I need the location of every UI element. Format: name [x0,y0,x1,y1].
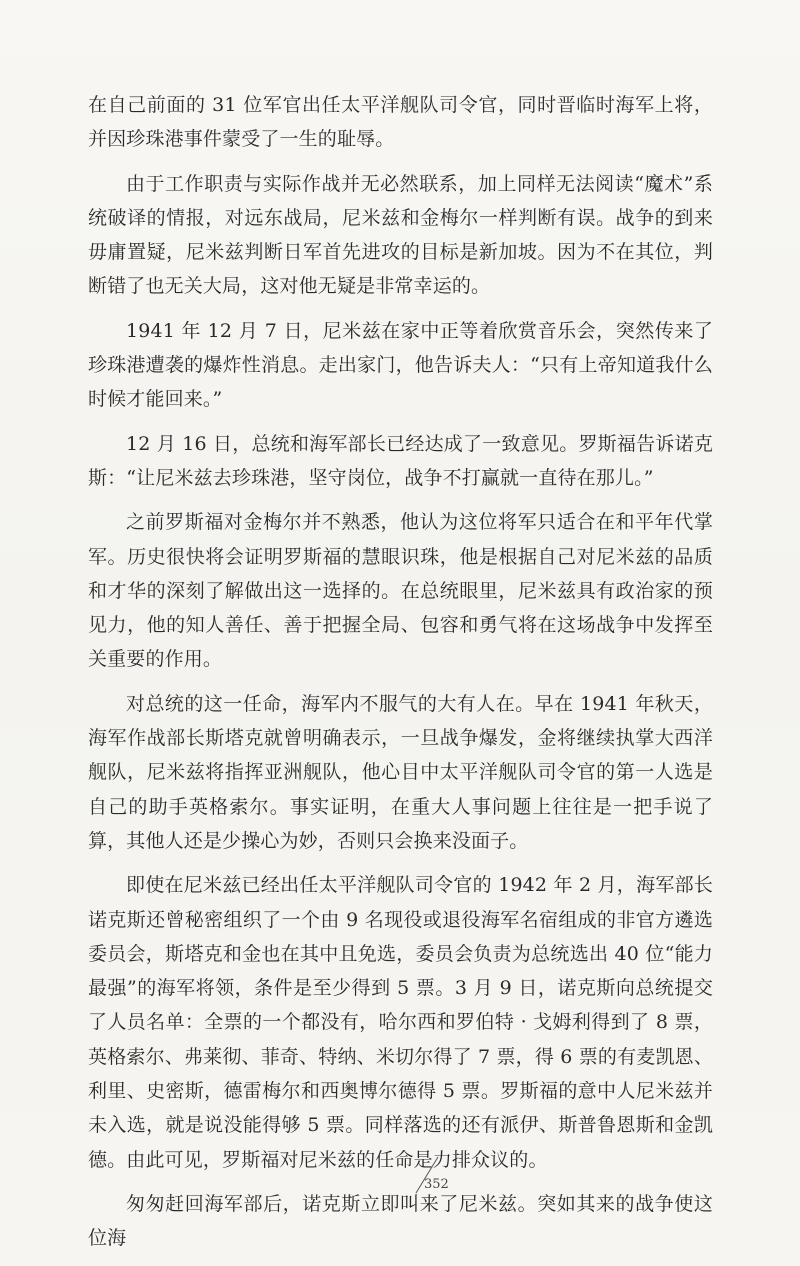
paragraph-1: 在自己前面的 31 位军官出任太平洋舰队司令官，同时晋临时海军上将，并因珍珠港事件蒙受了一生的耻辱。 [88,94,713,151]
paragraph-6: 对总统的这一任命，海军内不服气的大有人在。早在 1941 年秋天，海军作战部长斯塔克就曾明确表示，一旦战争爆发，金将继续执掌大西洋舰队，尼米兹将指挥亚洲舰队，他心目中太平洋舰队司令官的第一人选是自己的助手英格索尔。事实证明，在重大人事问题上往往是一把手说了算，其他人还是少操心为妙，否则只会换来没面子。 [88,692,713,852]
page-number: 352 [424,1177,449,1192]
paragraph-8: 匆匆赶回海军部后，诺克斯立即叫来了尼米兹。突如其来的战争使这位海 [88,1192,713,1250]
paragraph-4: 12 月 16 日，总统和海军部长已经达成了一致意见。罗斯福告诉诺克斯：“让尼米兹去珍珠港，坚守岗位，战争不打赢就一直待在那儿。” [88,432,713,489]
body-text [88,88,713,1266]
paragraph-2: 由于工作职责与实际作战并无必然联系，加上同样无法阅读“魔术”系统破译的情报，对远东战局，尼米兹和金梅尔一样判断有误。战争的到来毋庸置疑，尼米兹判断日军首先进攻的目标是新加坡。因为不在其位，判断错了也无关大局，这对他无疑是非常幸运的。 [88,172,713,298]
paragraph-5: 之前罗斯福对金梅尔并不熟悉，他认为这位将军只适合在和平年代掌军。历史很快将会证明罗斯福的慧眼识珠，他是根据自己对尼米兹的品质和才华的深刻了解做出这一选择的。在总统眼里，尼米兹具有政治家的预见力，他的知人善任、善于把握全局、包容和勇气将在这场战争中发挥至关重要的作用。 [88,511,713,671]
paragraph-3: 1941 年 12 月 7 日，尼米兹在家中正等着欣赏音乐会，突然传来了珍珠港遭袭的爆炸性消息。走出家门，他告诉夫人：“只有上帝知道我什么时候才能回来。” [88,319,713,411]
page-footer [0,1150,800,1210]
paragraph-7: 即使在尼米兹已经出任太平洋舰队司令官的 1942 年 2 月，海军部长诺克斯还曾秘密组织了一个由 9 名现役或退役海军名宿组成的非官方遴选委员会，斯塔克和金也在其中且免选，委员会负责为总统选出 40 位“能力最强”的海军将领，条件是至少得到 5 票。3 月 9 日，诺克斯向总统提交了人员名单：全票的一个都没有，哈尔西和罗伯特 · 戈姆利得到了 8 票，英格索尔、弗莱彻、菲奇、特纳、米切尔得了 7 票，得 6 票的有麦凯恩、利里、史密斯，德雷梅尔和西奥博尔德得 5 票。罗斯福的意中人尼米兹并未入选，就是说没能得够 5 票。同样落选的还有派伊、斯普鲁恩斯和金凯德。由此可见，罗斯福对尼米兹的任命是力排众议的。 [88,874,713,1171]
